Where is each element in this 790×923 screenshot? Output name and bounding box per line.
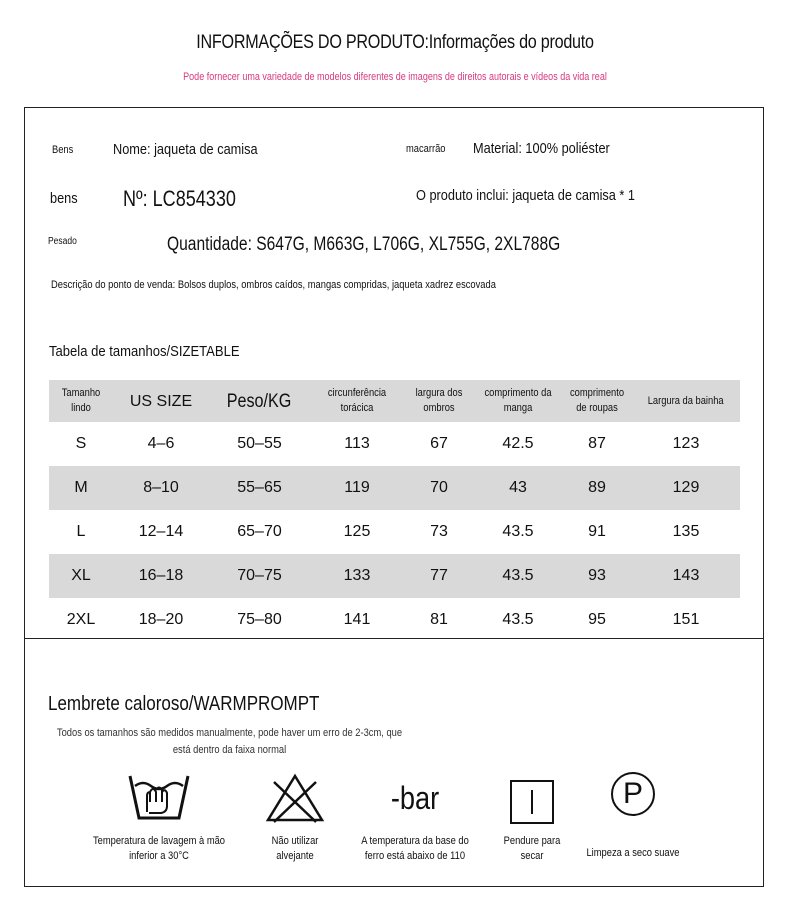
- table-cell: 70–75: [209, 554, 310, 598]
- header-cell: Largura da bainha: [632, 380, 740, 422]
- warm-prompt-title: Lembrete caloroso/WARMPROMPT: [48, 693, 320, 715]
- header-cell: US SIZE: [113, 380, 209, 422]
- table-cell: S: [75, 435, 87, 452]
- table-cell: 70: [404, 466, 474, 510]
- care-caption: A temperatura da base do ferro está abaixo de 110: [361, 835, 469, 862]
- weight-label: Pesado: [48, 236, 77, 247]
- table-cell: 133: [310, 554, 404, 598]
- care-caption: Não utilizar alvejante: [271, 835, 319, 862]
- table-cell: 42.5: [502, 435, 534, 452]
- header-cell: Peso/KG: [209, 380, 310, 422]
- table-cell: 151: [672, 611, 700, 628]
- table-cell: 123: [672, 435, 700, 452]
- product-number: Nº: LC854330: [123, 186, 236, 211]
- header-cell: comprimento da manga: [474, 380, 562, 422]
- size-table: [49, 380, 740, 642]
- care-item-no-bleach: [255, 772, 335, 864]
- table-row: [49, 554, 740, 598]
- table-row: [49, 466, 740, 510]
- table-cell: 93: [562, 554, 632, 598]
- goods-label-2: bens: [50, 190, 78, 207]
- header-cell: comprimento de roupas: [562, 380, 632, 422]
- care-caption: Pendure para secar: [503, 835, 561, 862]
- table-cell: 119: [310, 466, 404, 510]
- table-cell: L: [76, 523, 86, 540]
- product-includes: O produto inclui: jaqueta de camisa * 1: [416, 187, 636, 204]
- table-cell: 143: [632, 554, 740, 598]
- table-cell: 125: [343, 523, 371, 540]
- warm-prompt-text: Todos os tamanhos são medidos manualmente, pode haver um erro de 2-3cm, que está dentro da faixa normal: [56, 727, 403, 756]
- table-cell: 2XL: [66, 611, 96, 628]
- table-cell: 4–6: [147, 435, 175, 452]
- header-cell: largura dos ombros: [404, 380, 474, 422]
- no-bleach-icon: [264, 772, 326, 824]
- table-cell: 141: [343, 611, 371, 628]
- table-row: [49, 422, 740, 466]
- table-cell: 43.5: [502, 611, 534, 628]
- hand-wash-icon: [127, 772, 191, 824]
- care-caption: Limpeza a seco suave: [586, 847, 680, 859]
- care-item-iron: [339, 772, 491, 864]
- product-description: Descrição do ponto de venda: Bolsos duplos, ombros caídos, mangas compridas, jaqueta xadrez escovada: [51, 279, 496, 291]
- care-item-hang-dry: [495, 772, 569, 864]
- dry-clean-icon: P: [611, 772, 655, 816]
- table-cell: 50–55: [237, 435, 282, 452]
- table-cell: M: [49, 466, 113, 510]
- table-row: [49, 598, 740, 642]
- table-cell: 43: [474, 466, 562, 510]
- product-quantity: Quantidade: S647G, M663G, L706G, XL755G, 2XL788G: [167, 234, 561, 255]
- table-cell: 81: [430, 611, 448, 628]
- table-cell: 95: [588, 611, 606, 628]
- size-table-title: Tabela de tamanhos/SIZETABLE: [49, 343, 240, 360]
- table-cell: 43.5: [502, 523, 534, 540]
- table-row: [49, 510, 740, 554]
- table-cell: 135: [672, 523, 700, 540]
- table-cell: 75–80: [237, 611, 282, 628]
- table-cell: XL: [49, 554, 113, 598]
- iron-icon: -bar: [390, 780, 440, 816]
- product-material: Material: 100% poliéster: [473, 140, 610, 157]
- table-cell: 12–14: [138, 523, 184, 540]
- table-cell: 73: [430, 523, 448, 540]
- table-cell: 18–20: [138, 611, 184, 628]
- table-cell: 8–10: [113, 466, 209, 510]
- table-cell: 129: [632, 466, 740, 510]
- table-cell: 113: [344, 435, 370, 452]
- header-cell: Tamanho lindo: [49, 380, 113, 422]
- table-cell: 65–70: [237, 523, 282, 540]
- care-item-hand-wash: [69, 772, 249, 864]
- size-table-header: [49, 380, 740, 422]
- table-cell: 91: [588, 523, 606, 540]
- care-item-dry-clean: [571, 772, 695, 861]
- goods-label: Bens: [52, 144, 74, 156]
- section-divider: [25, 638, 763, 639]
- page-title: INFORMAÇÕES DO PRODUTO:Informações do produto: [196, 32, 594, 53]
- material-label: macarrão: [406, 143, 446, 155]
- table-cell: 55–65: [209, 466, 310, 510]
- care-caption: Temperatura de lavagem à mão inferior a 30°C: [92, 835, 226, 862]
- hang-dry-icon: [508, 772, 556, 824]
- product-info-box: [24, 107, 764, 887]
- header-cell: circunferência torácica: [310, 380, 404, 422]
- page-subtitle: Pode fornecer uma variedade de modelos diferentes de imagens de direitos autorais e vídeos da vida real: [183, 71, 607, 83]
- table-cell: 77: [404, 554, 474, 598]
- table-cell: 16–18: [113, 554, 209, 598]
- table-cell: 43.5: [474, 554, 562, 598]
- table-cell: 67: [430, 435, 448, 452]
- product-name: Nome: jaqueta de camisa: [113, 141, 258, 158]
- table-cell: 89: [562, 466, 632, 510]
- table-cell: 87: [588, 435, 606, 452]
